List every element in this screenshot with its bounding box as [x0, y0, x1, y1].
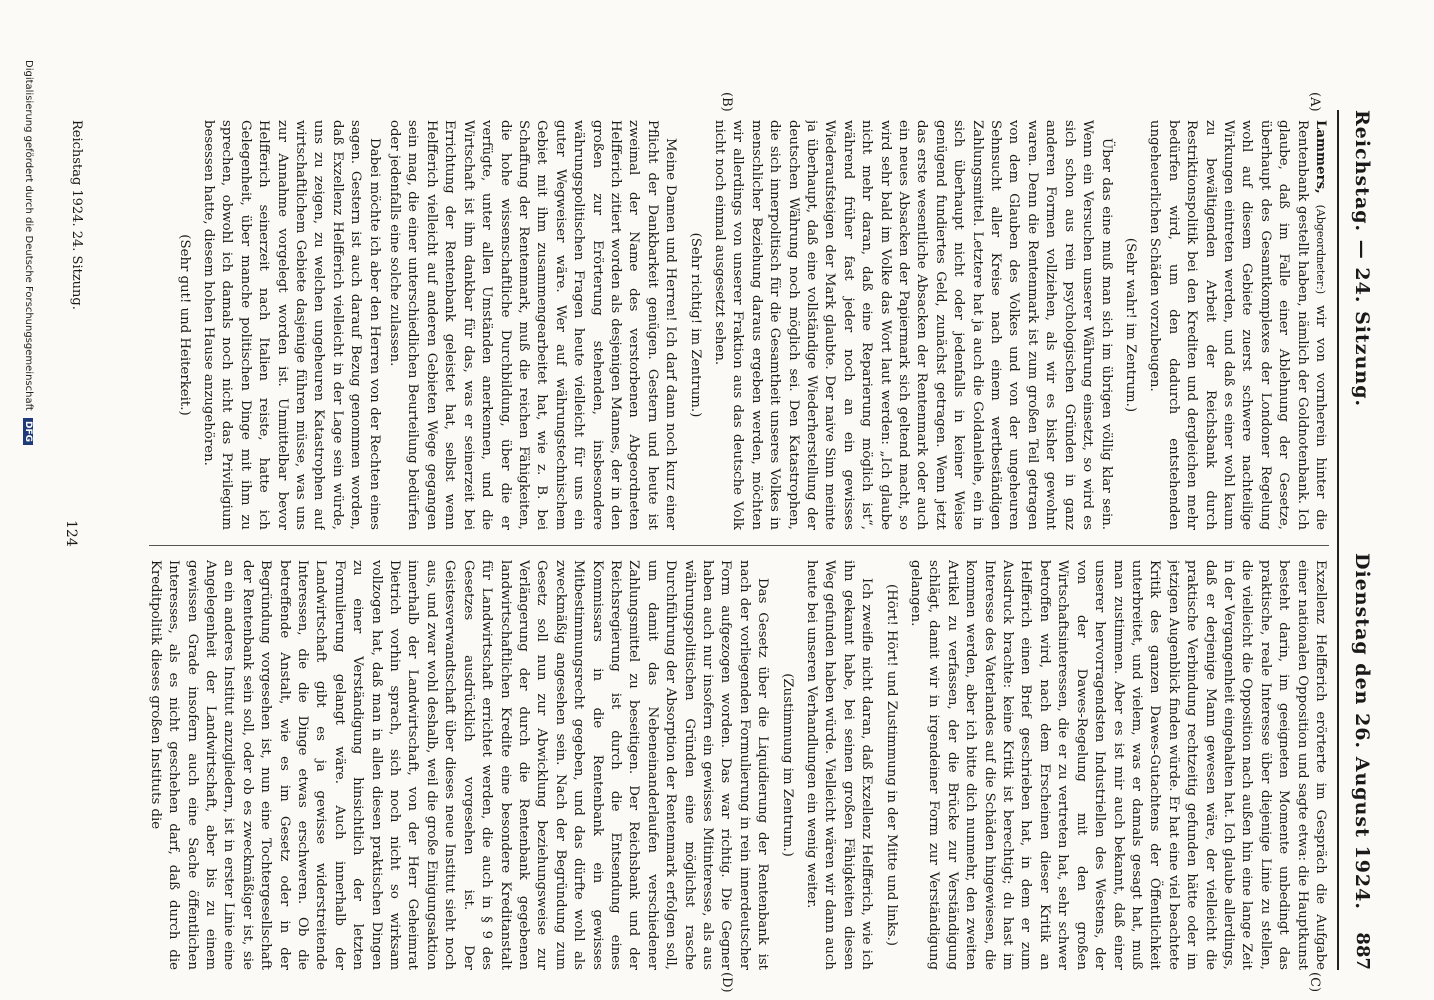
- speaker-name: Lammers,: [1313, 120, 1328, 194]
- left-column: [89, 120, 1329, 530]
- page-header: [1337, 110, 1379, 970]
- interjection: (Sehr wahr! im Zentrum.): [1122, 237, 1138, 413]
- dfg-logo-icon: DFG: [23, 418, 33, 445]
- digitization-note: Digitalisierung gefördert durch die Deutsche Forschungsgemeinschaft DFG: [23, 60, 34, 445]
- interjection: (Sehr richtig! im Zentrum.): [687, 232, 703, 418]
- paragraph: Exzellenz Helfferich erörterte im Gespräch die Aufgabe einer nationalen Opposition und sagte etwa: die Hauptkunst besteht darin, im geeigneten Momente unbedingt das praktische, reale Interesse über diejenige Linie zu stellen, die vielleicht die Opposition nach außen hin eine lange Zeit in der Vergangenheit eingehalten hat. Ich glaube allerdings, daß er derjenige Mann gewesen wäre, der vielleicht die praktische Verbindung rechtzeitig gefunden hätte oder im jetzigen Augenblick finden würde. Er hat eine viel beachtete Kritik des ganzen Dawes-Gutachtens der Öffentlichkeit unterbreitet, und vielem, was er damals gesagt hat, muß man zustimmen. Aber es ist mir auch bekannt, daß einer unserer hervorragendsten Industriellen des Westens, der von der Dawes-Regelung mit den großen Wirtschaftsinteressen, die er zu vertreten hat, sehr schwer betroffen wird, nach dem Erscheinen dieser Kritik an Helfferich einen Brief geschrieben hat, in dem er zum Ausdruck brachte: keine Kritik ist berechtigt; du hast im Interesse des Vaterlandes auf die Schäden hingewiesen, die kommen werden, aber ich bitte dich nunmehr, den zweiten Artikel zu verfassen, der die Brücke zur Verständigung schlägt, damit wir in irgendeiner Form zur Verständigung gelangen.: [908, 560, 1328, 970]
- interjection: (Sehr gut! und Heiterkeit.): [176, 234, 192, 416]
- footer-sheet-number: 124: [63, 520, 79, 547]
- margin-marker-a: (A): [1307, 92, 1322, 112]
- speaker-role: (Abgeordneter:): [1314, 204, 1327, 295]
- margin-marker-b: (B): [719, 92, 734, 112]
- header-date: Dienstag den 26. August 1924.: [1351, 553, 1373, 910]
- paragraph: Das Gesetz über die Liquidierung der Rentenbank ist nach der vorliegenden Formulierung in rein innerdeutscher Form aufgezogen worden. Das war richtig. Die Gegner haben auch nur insofern ein gewisses Mitinteresse, als aus währungspolitischen Gründen eine möglichst rasche Durchführung der Absorption der Rentenmark erfolgen soll, um damit das Nebeneinanderlaufen verschiedener Zahlungsmittel zu beseitigen. Der Reichsbank und der Reichsregierung ist durch die Entsendung eines Kommissars in die Rentenbank ein gewisses Mitbestimmungsrecht gegeben, und das dürfte wohl als zweckmäßig angesehen sein. Nach der Begründung zum Gesetz soll nun zur Abwicklung beziehungsweise zur Verlängerung der durch die Rentenbank gegebenen landwirtschaftlichen Kredite eine besondere Kreditanstalt für Landwirtschaft errichtet werden, die auch in § 9 des Gesetzes ausdrücklich vorgesehen ist. Der Geistesverwandtschaft über dieses neue Institut sieht noch aus, und zwar wohl deshalb, weil die große Einigungsaktion innerhalb der Landwirtschaft, von der Herr Geheimrat Dietrich vorhin sprach, sich noch nicht so wirksam vollzogen hat, daß man in allen diesen praktischen Dingen zu einer Verständigung hinsichtlich der letzten Formulierung gelangt wäre. Auch innerhalb der Landwirtschaft gibt es ja gewisse widerstreitende Interessen, die die Dinge etwas erschweren. Ob die betreffende Anstalt, wie es im Gesetz oder in der Begründung vorgesehen ist, nun eine Tochtergesellschaft der Rentenbank sein soll, oder ob es zweckmäßiger ist, sie an ein anderes Institut anzugliedern, ist in erster Linie eine Angelegenheit der Landwirtschaft, aber bis zu einem gewissen Grade insofern auch eine Sache öffentlichen Interesses, als es nicht geschehen darf, daß durch die Kreditpolitik dieses großen Instituts die: [147, 560, 771, 970]
- right-column: [89, 560, 1329, 970]
- paragraph: Ich zweifle nicht daran, daß Exzellenz Helfferich, wie ich ihn gekannt habe, bei seinen großen Fähigkeiten diesen Weg gefunden haben würde. Vielleicht wären wir dann auch heute bei unseren Verhandlungen ein wenig weiter.: [804, 560, 875, 970]
- header-page-number: 887: [1352, 932, 1373, 970]
- paragraph: Meine Damen und Herren! Ich darf dann noch kurz einer Pflicht der Dankbarkeit genügen. Gestern und heute ist zweimal der Name des verstorbenen Abgeordneten Helfferich zitiert worden als desjenigen Mannes, der in den großen zur Erörterung stehenden, insbesondere währungspolitischen Fragen heute vielleicht für uns ein guter Wegweiser wäre. Wer auf währungstechnischem Gebiet mit ihm zusammengearbeitet hat, wie z. B. bei Schaffung der Rentenmark, muß die reichen Fähigkeiten, die hohe wissenschaftliche Durchbildung, über die er verfügte, unter allen Umständen anerkennen, und die Wirtschaft ist ihm dankbar für das, was er seinerzeit bei Errichtung der Rentenbank geleistet hat, selbst wenn Helfferich vielleicht auf anderen Gebieten Wege gegangen sein mag, die einer unterschiedlichen Beurteilung bedürfen oder jedenfalls eine solche zulassen.: [387, 120, 679, 530]
- footer-session: Reichstag 1924. 24. Sitzung.: [69, 120, 84, 310]
- interjection: (Hört! Hört! und Zustimmung in der Mitte und links.): [883, 584, 899, 946]
- interjection: (Zustimmung im Zentrum.): [779, 673, 795, 857]
- paragraph: Lammers, (Abgeordneter:) wir von vornherein hinter die Rentenbank gestellt haben, nämlich der Goldnotenbank. Ich glaube, daß im Falle einer Ablehnung der Gesetze, überhaupt des Gesamtkomplexes der Londoner Regelung wohl auf diesem Gebiete zuerst schwere nachteilige Wirkungen eintreten werden, und daß es einer wohl kaum zu bewältigenden Arbeit der Reichsbank durch Restriktionspolitik bei den Krediten und dergleichen mehr bedürfen wird, um den dadurch entstehenden ungeheuerlichen Schäden vorzubeugen.: [1147, 120, 1328, 530]
- header-session: Reichstag. — 24. Sitzung.: [1351, 110, 1373, 408]
- margin-marker-c: (C): [1307, 972, 1322, 993]
- column-divider: [149, 545, 1329, 546]
- margin-marker-d: (D): [719, 972, 734, 993]
- paragraph: Dabei möchte ich aber den Herren von der Rechten eines sagen. Gestern ist auch darauf Bezug genommen worden, daß Exzellenz Helfferich vielleicht in der Lage sein würde, uns zu zeigen, zu welchen ungeheuren Katastrophen auf wirtschaftlichem Gebiete dasjenige führen müsse, was uns zur Annahme vorgelegt worden ist. Unmittelbar bevor Helfferich seinerzeit nach Italien reiste, hatte ich Gelegenheit, über manche politischen Dinge mit ihm zu sprechen, obwohl ich damals noch nicht das Privilegium besessen hatte, diesem hohen Hause anzugehören.: [201, 120, 382, 530]
- paragraph: Über das eine muß man sich im übrigen völlig klar sein. Wenn ein Versuchen unserer Währung einsetzt, so wird es sich schon aus rein psychologischen Gründen in ganz anderen Formen vollziehen, als wir es bisher gewohnt waren. Denn die Rentenmark ist zum großen Teil getragen von dem Glauben des Volkes und von der ungeheuren Sehnsucht aller Kreise nach einem wertbeständigen Zahlungsmittel. Letztere hat ja auch die Goldanleihe, ein in sich überhaupt nicht oder jedenfalls in keiner Weise genügend fundiertes Geld, zunächst getragen. Wenn jetzt das erste wesentliche Absacken der Rentenmark oder auch ein neues Absacken der Papiermark sich geltend macht, so wird sehr bald im Volke das Wort laut werden: „Ich glaube nicht mehr daran, daß eine Reparierung möglich ist“, während früher fast jeder noch an ein gewisses Wiederaufsteigen der Mark glaubte. Der naive Sinn meinte ja überhaupt, daß eine vollständige Wiederherstellung der deutschen Währung noch möglich sei. Den Katastrophen, die sich innerpolitisch für die Gesamtheit unseres Volkes in menschlicher Beziehung daraus ergeben werden, möchten wir allerdings von unserer Fraktion aus das deutsche Volk nicht noch einmal ausgesetzt sehen.: [712, 120, 1114, 530]
